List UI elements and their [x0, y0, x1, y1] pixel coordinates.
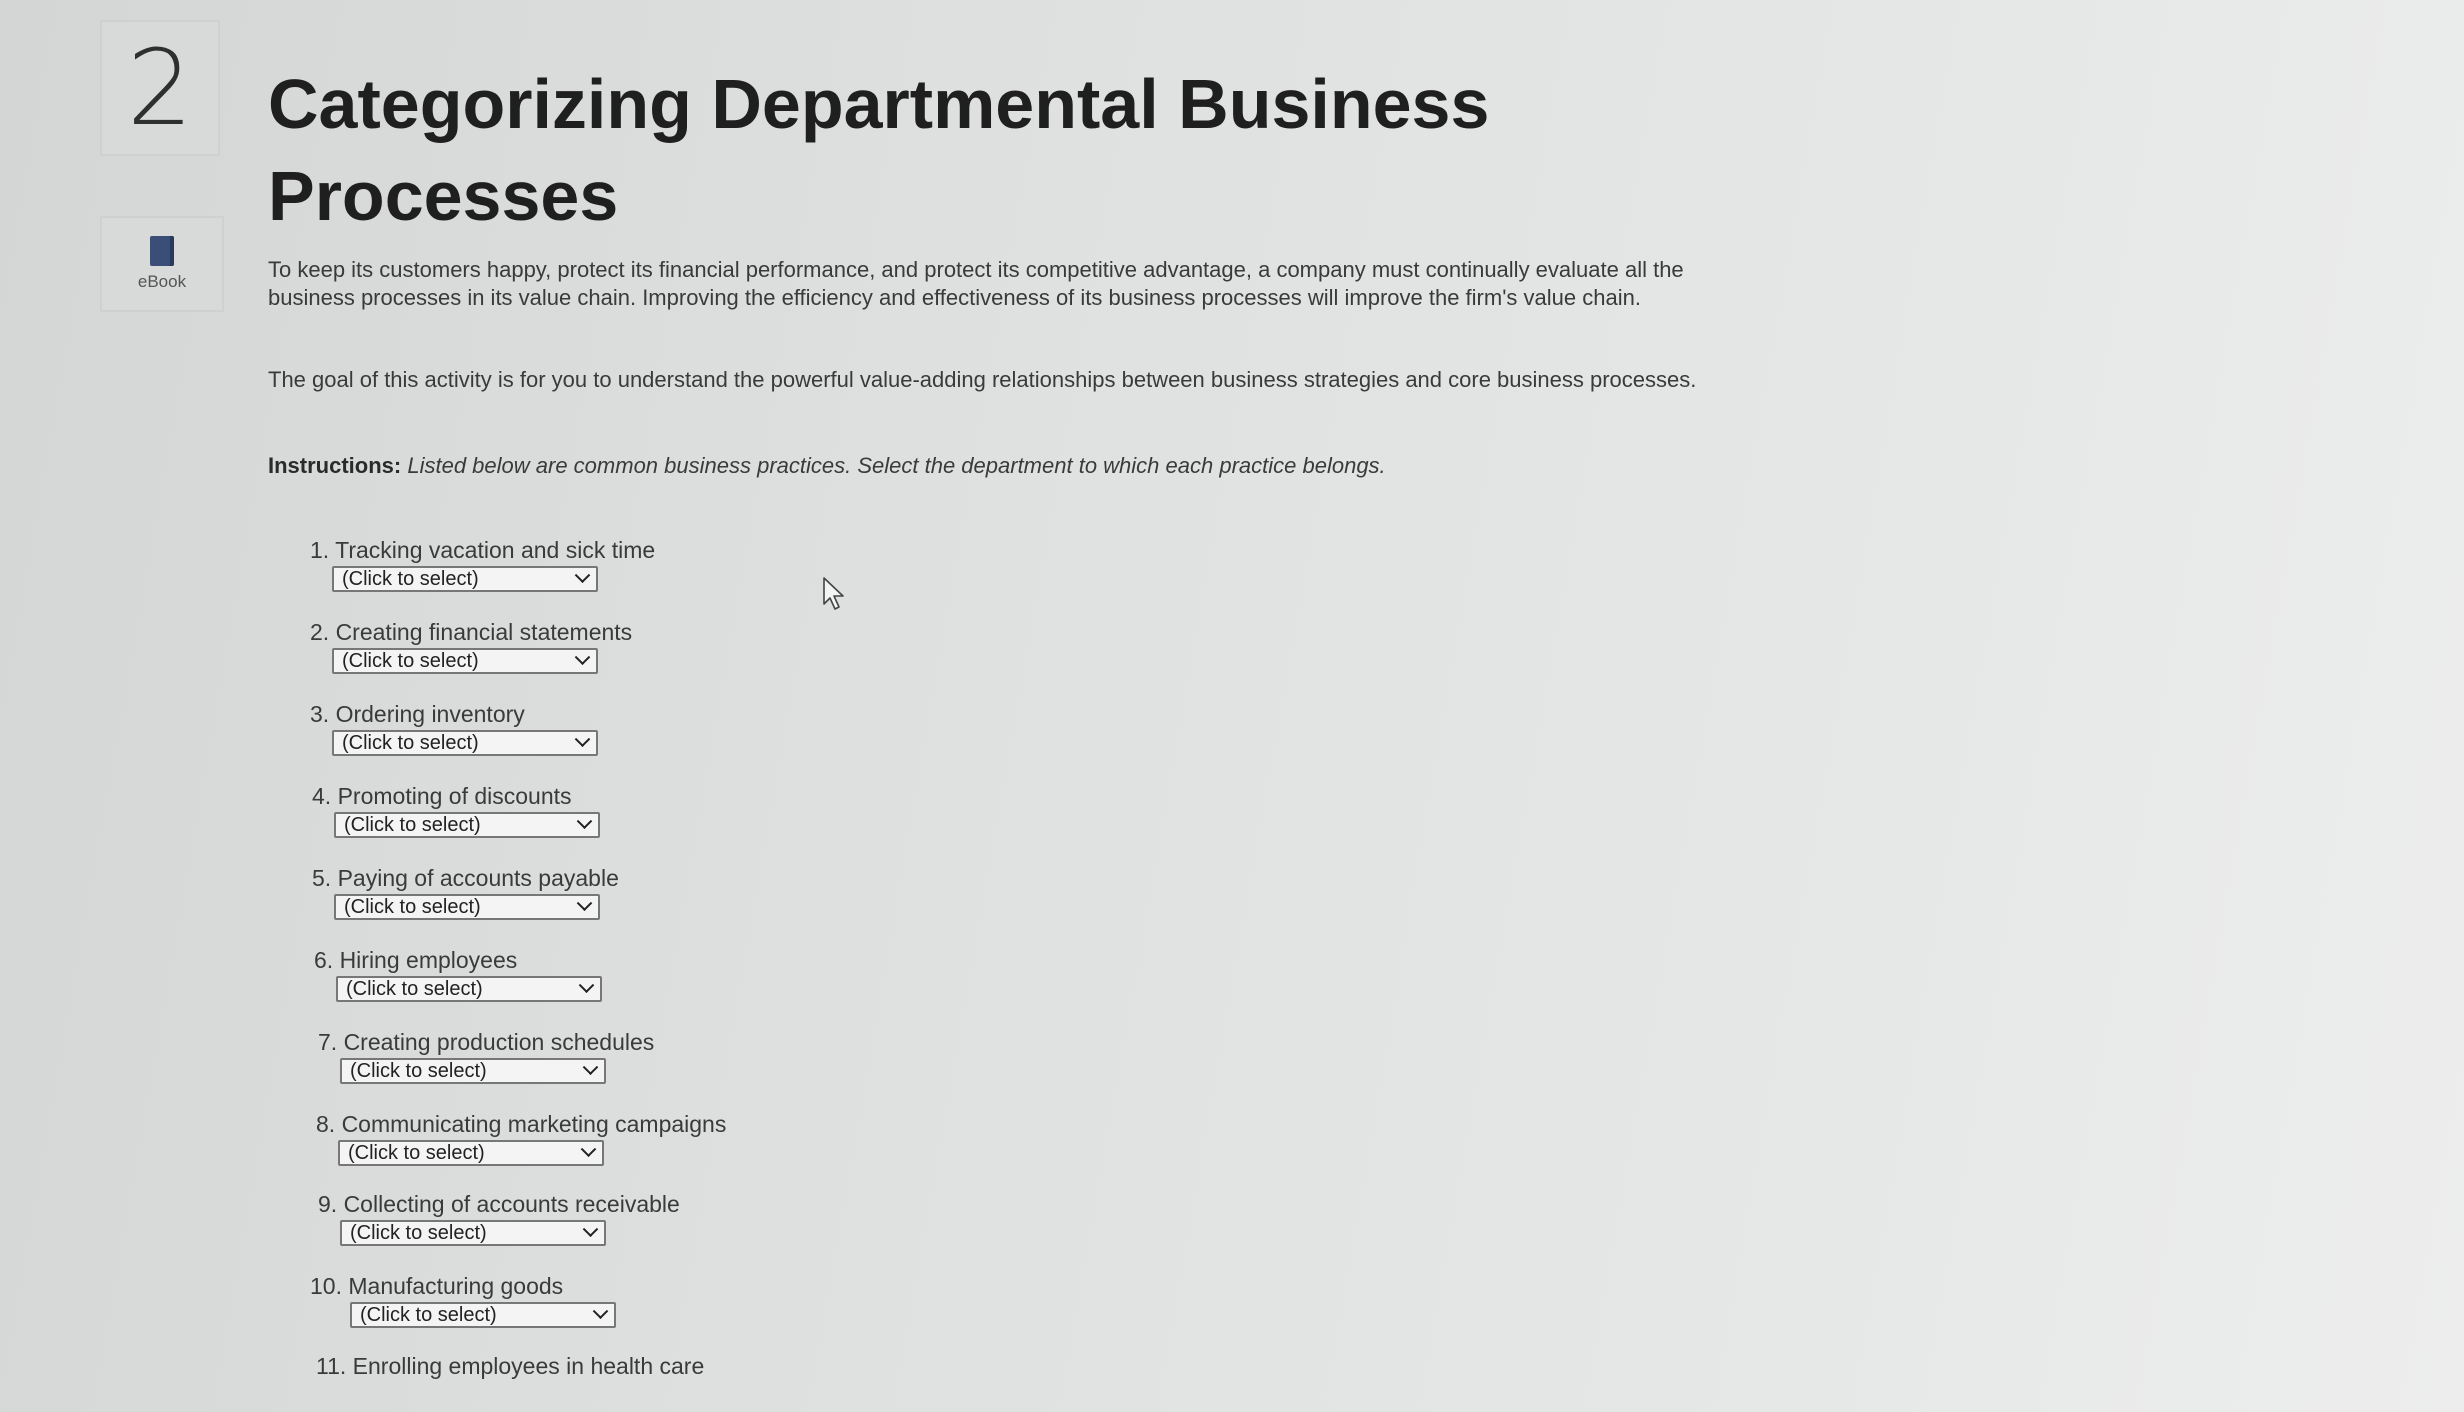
department-select[interactable]	[334, 894, 600, 920]
department-select[interactable]	[336, 976, 602, 1002]
chevron-down-icon	[577, 895, 593, 911]
department-select[interactable]	[338, 1140, 604, 1166]
question-label: 8. Communicating marketing campaigns	[316, 1111, 727, 1137]
question-item	[318, 1190, 680, 1246]
question-label: 9. Collecting of accounts receivable	[318, 1191, 680, 1217]
question-label: 10. Manufacturing goods	[310, 1273, 564, 1299]
chevron-down-icon	[579, 977, 595, 993]
page-title: Categorizing Departmental Business Processes	[268, 65, 1490, 235]
mouse-cursor-icon	[822, 576, 850, 612]
question-item	[310, 1272, 616, 1328]
select-value: (Click to select)	[348, 1141, 485, 1164]
chevron-down-icon	[577, 813, 593, 829]
question-item	[312, 864, 619, 920]
department-select[interactable]	[350, 1302, 616, 1328]
question-number: 2	[126, 27, 194, 149]
select-value: (Click to select)	[350, 1221, 487, 1244]
question-label: 5. Paying of accounts payable	[312, 865, 619, 891]
book-icon	[150, 236, 174, 266]
question-label: 7. Creating production schedules	[318, 1029, 655, 1055]
instructions-text: Listed below are common business practices. Select the department to which each practice belongs.	[407, 453, 1386, 478]
select-value: (Click to select)	[342, 731, 479, 754]
chevron-down-icon	[593, 1303, 609, 1319]
select-value: (Click to select)	[344, 813, 481, 836]
instructions-label: Instructions:	[268, 453, 402, 478]
department-select[interactable]	[332, 648, 598, 674]
select-value: (Click to select)	[344, 895, 481, 918]
chevron-down-icon	[575, 731, 591, 747]
question-label: 6. Hiring employees	[314, 947, 518, 973]
question-item	[310, 618, 632, 674]
department-select[interactable]	[340, 1220, 606, 1246]
question-item	[310, 700, 598, 756]
select-value: (Click to select)	[360, 1303, 497, 1326]
chevron-down-icon	[575, 649, 591, 665]
intro-paragraph-2: The goal of this activity is for you to understand the powerful value-adding relationships between business strategies and core business processes.	[268, 367, 1697, 392]
question-label: 4. Promoting of discounts	[312, 783, 572, 809]
chevron-down-icon	[583, 1221, 599, 1237]
question-label: 1. Tracking vacation and sick time	[310, 537, 656, 563]
chevron-down-icon	[575, 567, 591, 583]
question-item	[310, 536, 655, 592]
intro-paragraph-1: To keep its customers happy, protect its financial performance, and protect its competitive advantage, a company must continually evaluate all the business processes in its value chain. Improving the efficiency and effectiveness of its business processes will improve the firm's value chain.	[268, 257, 1684, 310]
department-select[interactable]	[334, 812, 600, 838]
question-label: 11. Enrolling employees in health care	[316, 1353, 705, 1379]
chevron-down-icon	[583, 1059, 599, 1075]
instructions	[268, 452, 1718, 480]
question-item	[316, 1352, 704, 1380]
ebook-label: eBook	[137, 272, 187, 291]
ebook-button[interactable]	[100, 216, 224, 312]
select-value: (Click to select)	[346, 977, 483, 1000]
chevron-down-icon	[581, 1141, 597, 1157]
department-select[interactable]	[340, 1058, 606, 1084]
department-select[interactable]	[332, 566, 598, 592]
select-value: (Click to select)	[350, 1059, 487, 1082]
question-label: 2. Creating financial statements	[310, 619, 633, 645]
question-item	[312, 782, 600, 838]
question-label: 3. Ordering inventory	[310, 701, 525, 727]
select-value: (Click to select)	[342, 567, 479, 590]
question-number-box	[100, 20, 220, 156]
select-value: (Click to select)	[342, 649, 479, 672]
department-select[interactable]	[332, 730, 598, 756]
question-item	[314, 946, 602, 1002]
question-item	[316, 1110, 726, 1166]
question-item	[318, 1028, 654, 1084]
